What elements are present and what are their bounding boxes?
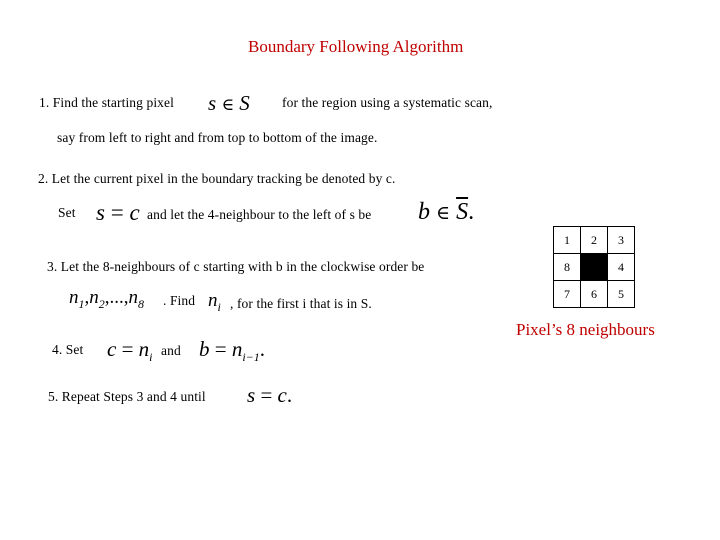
step2-line1: 2. Let the current pixel in the boundary tracking be denoted by c. [38, 171, 396, 186]
page-title: Boundary Following Algorithm [248, 37, 464, 56]
math-comma: , [84, 287, 90, 308]
grid-row-bottom [554, 281, 635, 308]
step5-text: 5. Repeat Steps 3 and 4 until [48, 389, 206, 404]
math-equals: = [110, 200, 124, 225]
step3-math1 [69, 287, 144, 309]
step2-mid: and let the 4-neighbour to the left of s be [147, 207, 372, 222]
neighbour-grid [553, 226, 635, 308]
math-equals: = [214, 337, 227, 361]
cell-2: 2 [581, 227, 608, 254]
step2-set: Set [58, 205, 76, 220]
math-element-of: ∈ [221, 95, 235, 114]
math-equals: = [121, 337, 134, 361]
step4-set: 4. Set [52, 342, 84, 357]
math-element-of: ∈ [436, 203, 451, 224]
math-s: s [96, 200, 105, 225]
step2-math2 [418, 199, 474, 226]
math-S: S [239, 91, 250, 115]
neighbours-caption: Pixel’s 8 neighbours [516, 320, 655, 339]
math-c: c [129, 200, 140, 225]
step3-line1: 3. Let the 8-neighbours of c starting with b in the clockwise order be [47, 259, 425, 274]
grid-row-top [554, 227, 635, 254]
step3-math2 [208, 290, 221, 312]
math-s: s [208, 91, 217, 115]
step5-math [247, 383, 292, 408]
math-c: c [107, 337, 117, 361]
math-n: n [231, 337, 243, 361]
math-period: . [259, 337, 266, 361]
cell-7: 7 [554, 281, 581, 308]
step1-math [208, 91, 250, 116]
math-period: . [286, 383, 293, 407]
step3-find: . Find [163, 293, 196, 308]
math-n: n [208, 290, 218, 311]
step1-prefix: 1. Find the starting pixel [39, 95, 174, 110]
step4-and: and [161, 343, 181, 358]
math-b: b [418, 199, 430, 225]
step4-math2 [199, 337, 265, 362]
step1-line2: say from left to right and from top to bottom of the image. [57, 130, 378, 145]
step4-math1 [107, 337, 153, 362]
center-pixel [581, 254, 608, 281]
math-sub-i-minus-1: i−1 [242, 350, 260, 364]
math-b: b [199, 337, 210, 361]
math-n8: $n_8$ [128, 287, 144, 311]
math-sub-i: i [217, 300, 221, 314]
math-period: . [468, 199, 475, 225]
math-n: n [138, 337, 150, 361]
cell-6: 6 [581, 281, 608, 308]
cell-3: 3 [608, 227, 635, 254]
grid-row-middle [554, 254, 635, 281]
math-s: s [247, 383, 256, 407]
math-S-complement: $\overline{S}$ [456, 199, 469, 225]
math-equals: = [260, 383, 273, 407]
math-sub-i: i [149, 350, 153, 364]
math-n2: $n_2$ [89, 287, 105, 311]
step1-suffix: for the region using a systematic scan, [282, 95, 493, 110]
cell-5: 5 [608, 281, 635, 308]
cell-4: 4 [608, 254, 635, 281]
step3-suffix: , for the first i that is in S. [230, 296, 372, 311]
step2-math1 [96, 200, 140, 226]
cell-8: 8 [554, 254, 581, 281]
math-c: c [277, 383, 287, 407]
cell-1: 1 [554, 227, 581, 254]
math-ellipsis: ,..., [104, 287, 129, 308]
neighbour-table [553, 226, 635, 308]
math-n1: $n_1$ [69, 287, 85, 311]
